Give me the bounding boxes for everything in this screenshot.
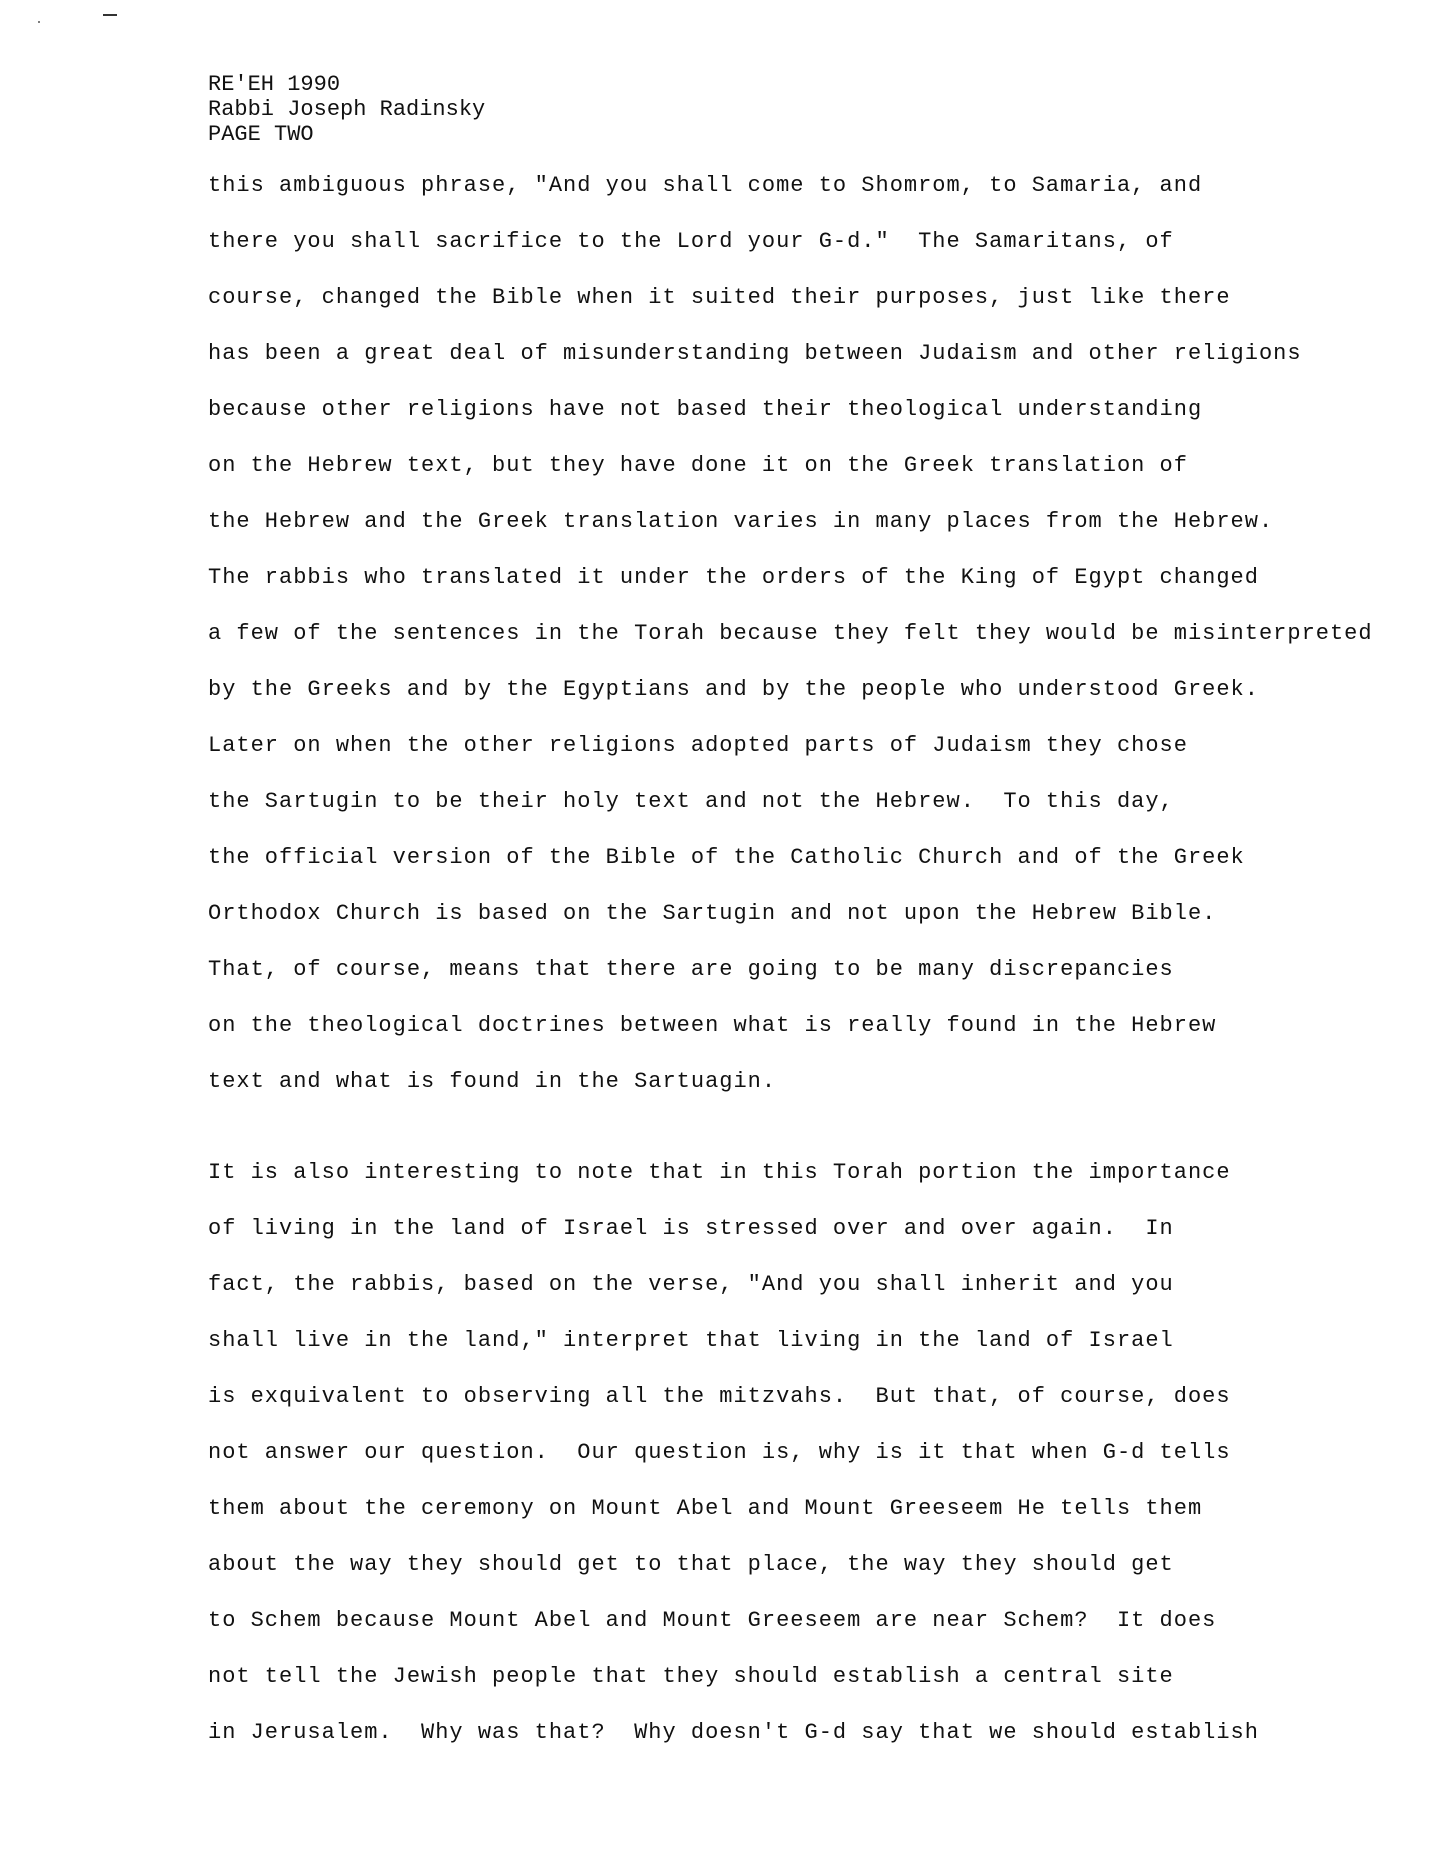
text-line: the Sartugin to be their holy text and not the Hebrew. To this day, [208,789,1174,814]
text-line: It is also interesting to note that in this Torah portion the importance [208,1160,1231,1185]
text-line: on the Hebrew text, but they have done it on the Greek translation of [208,453,1188,478]
text-line: shall live in the land," interpret that living in the land of Israel [208,1328,1174,1353]
text-line: by the Greeks and by the Egyptians and by the people who understood Greek. [208,677,1259,702]
text-line: the official version of the Bible of the Catholic Church and of the Greek [208,845,1245,870]
text-line: them about the ceremony on Mount Abel and Mount Greeseem He tells them [208,1496,1203,1521]
text-line: a few of the sentences in the Torah because they felt they would be misinterpreted [208,621,1373,646]
text-line: not answer our question. Our question is, why is it that when G-d tells [208,1440,1231,1465]
text-line: is exquivalent to observing all the mitzvahs. But that, of course, does [208,1384,1231,1409]
paragraph-2 [208,1145,1259,1761]
text-line: there you shall sacrifice to the Lord your G-d." The Samaritans, of [208,229,1174,254]
text-line: in Jerusalem. Why was that? Why doesn't G-d say that we should establish [208,1720,1259,1745]
text-line: fact, the rabbis, based on the verse, "And you shall inherit and you [208,1272,1174,1297]
header-page-label: PAGE TWO [208,122,314,147]
scan-mark [103,14,117,16]
text-line: has been a great deal of misunderstanding between Judaism and other religions [208,341,1302,366]
text-line: Later on when the other religions adopted parts of Judaism they chose [208,733,1188,758]
text-line: The rabbis who translated it under the orders of the King of Egypt changed [208,565,1259,590]
text-line: That, of course, means that there are going to be many discrepancies [208,957,1174,982]
text-line: Orthodox Church is based on the Sartugin and not upon the Hebrew Bible. [208,901,1217,926]
text-line: of living in the land of Israel is stressed over and over again. In [208,1216,1174,1241]
paragraph-1 [208,158,1373,1110]
text-line: because other religions have not based their theological understanding [208,397,1203,422]
header-title: RE'EH 1990 [208,72,341,97]
text-line: this ambiguous phrase, "And you shall come to Shomrom, to Samaria, and [208,173,1203,198]
scan-speck [38,21,40,23]
text-line: about the way they should get to that place, the way they should get [208,1552,1174,1577]
document-header [208,72,485,147]
text-line: the Hebrew and the Greek translation varies in many places from the Hebrew. [208,509,1274,534]
text-line: not tell the Jewish people that they should establish a central site [208,1664,1174,1689]
header-author: Rabbi Joseph Radinsky [208,97,486,122]
text-line: on the theological doctrines between what is really found in the Hebrew [208,1013,1217,1038]
text-line: text and what is found in the Sartuagin. [208,1069,777,1094]
text-line: course, changed the Bible when it suited their purposes, just like there [208,285,1231,310]
text-line: to Schem because Mount Abel and Mount Greeseem are near Schem? It does [208,1608,1217,1633]
